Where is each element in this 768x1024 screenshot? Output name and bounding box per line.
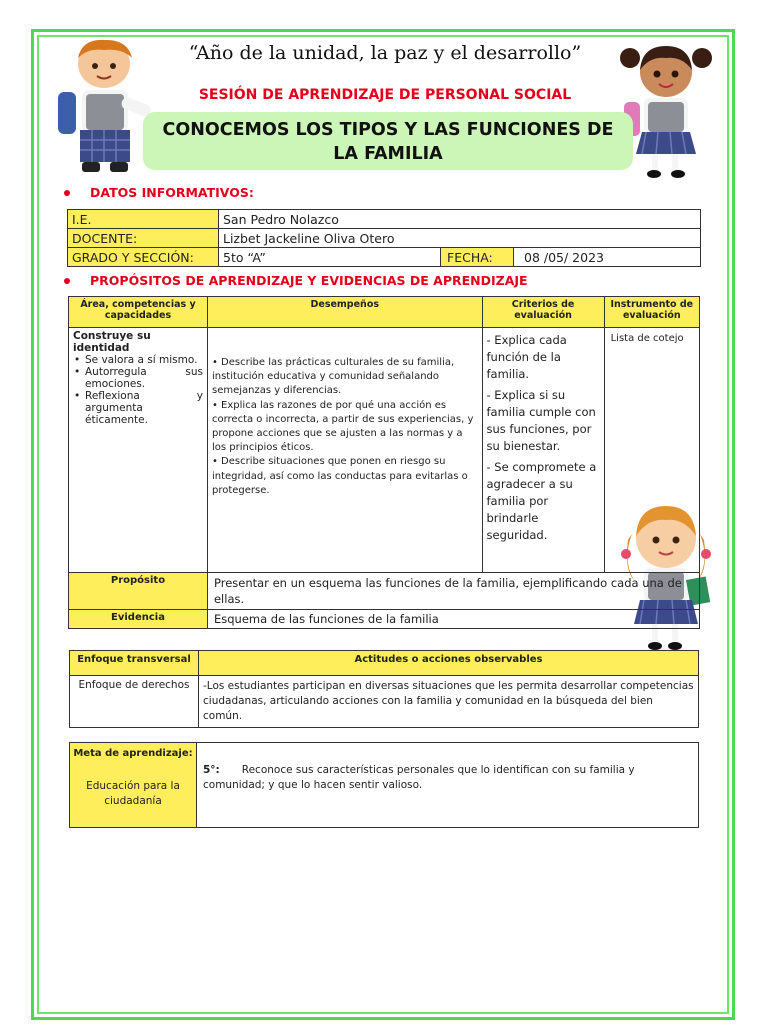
criterios-cell: [482, 328, 604, 573]
desempeno-item: • Describe las prácticas culturales de su familia, institución educativa y comunidad señalando semejanzas y diferencias.: [211, 357, 455, 397]
docente-label: DOCENTE:: [68, 229, 219, 248]
col-desempenos: Desempeños: [207, 297, 482, 328]
bullet-icon: [64, 278, 70, 284]
proposito-text: Presentar en un esquema las funciones de la familia, ejemplificando cada una de ellas.: [207, 573, 699, 610]
enfoque-name: Enfoque de derechos: [70, 676, 199, 728]
col-actitudes: Actitudes o acciones observables: [199, 651, 699, 676]
bullet-icon: [64, 190, 70, 196]
capacidades-list: [73, 354, 203, 426]
boy-student-icon: [52, 36, 156, 176]
meta-area: Educación para la ciudadanía: [86, 780, 180, 807]
ie-value: San Pedro Nolazco: [219, 210, 701, 229]
main-title-line2: LA FAMILIA: [333, 144, 443, 164]
desempeno-item: • Describe situaciones que ponen en riesgo su integridad, así como las conductas para evitarlas o protegerse.: [211, 456, 468, 496]
col-instrumento: Instrumento de evaluación: [604, 297, 699, 328]
criterio-item: - Se compromete a agradecer a su familia por brindarle seguridad.: [486, 460, 597, 542]
docente-value: Lizbet Jackeline Oliva Otero: [219, 229, 701, 248]
meta-cell: [70, 743, 197, 828]
desempenos-cell: [207, 328, 482, 573]
proposito-label: Propósito: [69, 573, 208, 610]
fecha-value: 08 /05/ 2023: [514, 248, 701, 267]
datos-table: [67, 209, 701, 267]
main-title-box: [143, 112, 633, 170]
area-cell: [69, 328, 208, 573]
desempeno-item: • Explica las razones de por qué una acción es correcta o incorrecta, a partir de sus experiencias, y propone acciones que se ajusten a las normas y a los principios éticos.: [211, 399, 474, 454]
propositos-heading: PROPÓSITOS DE APRENDIZAJE Y EVIDENCIAS DE APRENDIZAJE: [64, 270, 528, 289]
col-area: Área, competencias y capacidades: [69, 297, 208, 328]
enfoque-text: -Los estudiantes participan en diversas situaciones que les permita desarrollar competencias ciudadanas, articulando acciones con la familia y comunidad en la búsqueda del bien común.: [199, 676, 699, 728]
competencia-title: Construye su identidad: [73, 330, 151, 354]
meta-text: Reconoce sus características personales que lo identifican con su familia y comunidad; y que lo hacen sentir valioso.: [203, 764, 635, 791]
criterio-item: - Explica si su familia cumple con sus funciones, por su bienestar.: [486, 388, 596, 453]
fecha-label: FECHA:: [441, 248, 514, 267]
meta-text-cell: [197, 743, 699, 828]
instrumento-cell: Lista de cotejo: [604, 328, 699, 573]
criterio-item: - Explica cada función de la familia.: [486, 333, 567, 381]
ie-label: I.E.: [68, 210, 219, 229]
col-enfoque: Enfoque transversal: [70, 651, 199, 676]
main-title-line1: CONOCEMOS LOS TIPOS Y LAS FUNCIONES DE: [162, 120, 614, 140]
evidencia-text: Esquema de las funciones de la familia: [207, 610, 699, 629]
evidencia-label: Evidencia: [69, 610, 208, 629]
meta-label: Meta de aprendizaje:: [73, 748, 193, 759]
grado-label: GRADO Y SECCIÓN:: [68, 248, 219, 267]
capacidad-item: • Reflexiona y argumenta éticamente.: [85, 390, 203, 426]
grado-value: 5to “A”: [219, 248, 441, 267]
capacidad-item: • Se valora a sí mismo.: [85, 354, 203, 366]
meta-grade: 5°:: [203, 764, 220, 776]
capacidad-item: • Autorregula sus emociones.: [85, 366, 203, 390]
session-title: SESIÓN DE APRENDIZAJE DE PERSONAL SOCIAL: [198, 87, 572, 103]
year-motto: “Año de la unidad, la paz y el desarrollo”: [188, 42, 582, 64]
datos-heading: DATOS INFORMATIVOS:: [64, 182, 254, 201]
meta-table: [69, 742, 699, 828]
enfoque-table: [69, 650, 699, 728]
propositos-table: [68, 296, 700, 629]
col-criterios: Criterios de evaluación: [482, 297, 604, 328]
